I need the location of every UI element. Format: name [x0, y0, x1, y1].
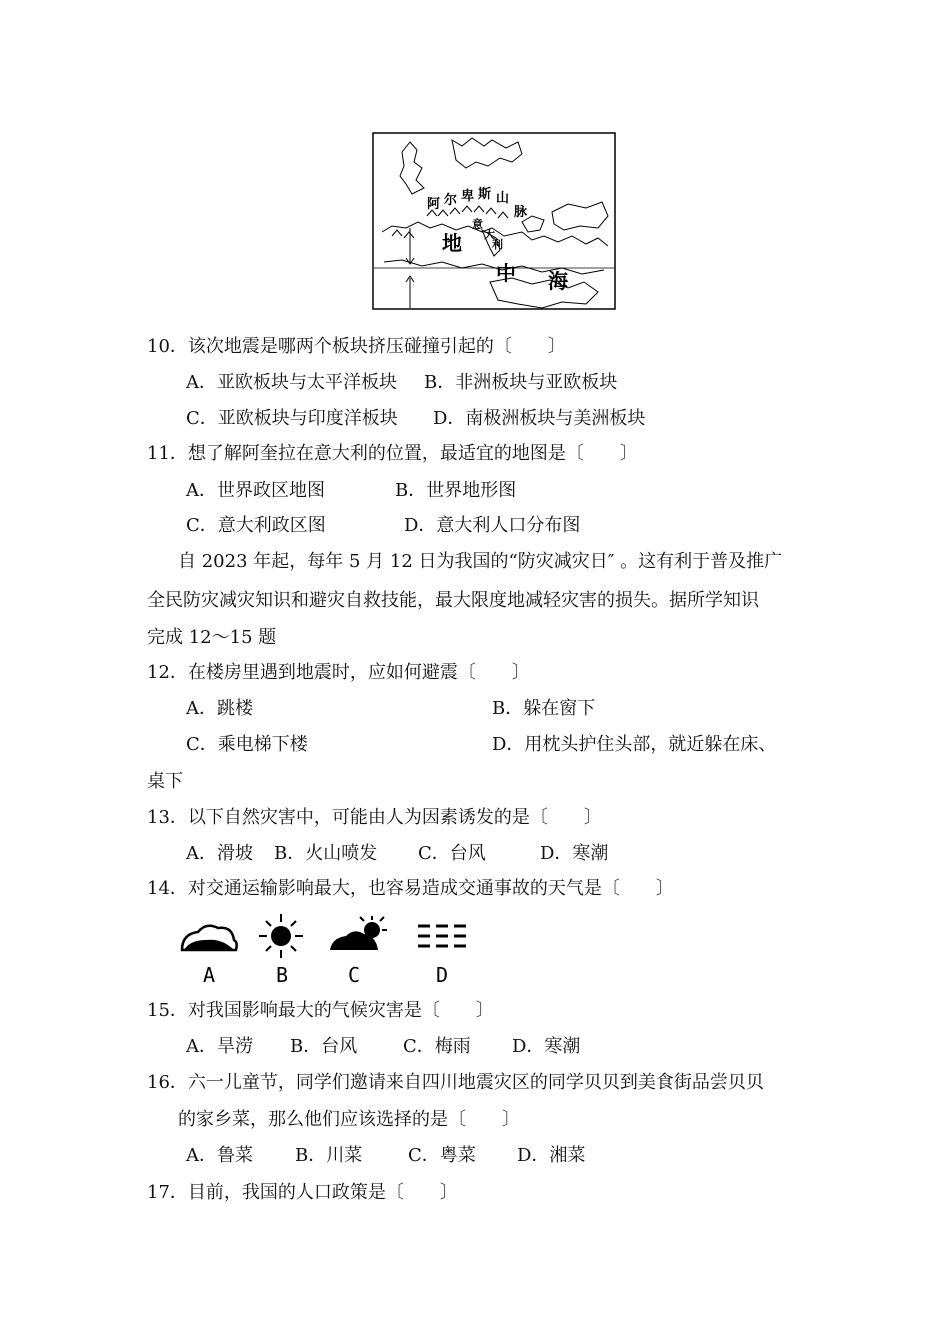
map-label-bei: 卑 [461, 189, 475, 204]
fog-icon [418, 926, 466, 946]
q16-option-b: B．川菜 [295, 1145, 363, 1166]
q15-option-a: A．旱涝 [186, 1036, 253, 1057]
sunny-icon [259, 914, 303, 958]
q11-option-a: A．世界政区地图 [186, 480, 325, 501]
q13-option-b: B．火山喷发 [274, 843, 378, 864]
q11-option-d: D．意大利人口分布图 [404, 515, 581, 536]
q15-stem: 15．对我国影响最大的气候灾害是〔 〕 [147, 1000, 494, 1021]
q13-option-a: A．滑坡 [186, 843, 253, 864]
map-label-mai: 脉 [514, 205, 528, 220]
map-label-shan: 山 [496, 191, 510, 206]
q10-option-b: B．非洲板块与亚欧板块 [424, 372, 618, 393]
weather-label-a: A [203, 963, 216, 987]
q11-option-b: B．世界地形图 [395, 480, 517, 501]
passage-line-3: 完成 12～15 题 [147, 627, 277, 648]
map-label-yi: 意 [472, 218, 483, 231]
cloudy-icon [182, 926, 237, 950]
q13-stem: 13．以下自然灾害中，可能由人为因素诱发的是〔 〕 [147, 807, 602, 828]
weather-label-c: C [348, 963, 361, 987]
map-label-a: 阿 [427, 197, 441, 212]
map-label-hai: 海 [548, 269, 568, 293]
partly-cloudy-icon [330, 916, 387, 950]
map-label-er: 尔 [444, 193, 458, 208]
map-label-li: 利 [492, 238, 503, 251]
q16-stem-line-2: 的家乡菜，那么他们应该选择的是〔 〕 [178, 1109, 520, 1130]
q12-option-d: D．用枕头护住头部，就近躲在床、 [492, 734, 777, 755]
q16-option-a: A．鲁菜 [186, 1145, 253, 1166]
q15-option-d: D．寒潮 [512, 1036, 581, 1057]
q16-stem: 16．六一儿童节，同学们邀请来自四川地震灾区的同学贝贝到美食街品尝贝贝 [147, 1072, 764, 1093]
q17-stem: 17．目前，我国的人口政策是〔 〕 [147, 1182, 458, 1203]
map-label-di: 地 [442, 231, 462, 255]
q10-option-a: A．亚欧板块与太平洋板块 [186, 372, 397, 393]
passage-line-1: 自 2023 年起，每年 5 月 12 日为我国的“防灾减灾日″ 。这有利于普及推广 [178, 551, 783, 572]
weather-symbols [176, 912, 476, 992]
weather-label-b: B [276, 963, 289, 987]
q12-stem: 12．在楼房里遇到地震时，应如何避震〔 〕 [147, 662, 530, 683]
map-label-da: 大 [484, 228, 495, 241]
weather-label-d: D [436, 963, 449, 987]
q12-option-d-wrap: 桌下 [147, 771, 183, 792]
q13-option-c: C．台风 [418, 843, 486, 864]
q16-option-c: C．粤菜 [408, 1145, 476, 1166]
q12-option-b: B．躲在窗下 [492, 698, 596, 719]
q11-stem: 11．想了解阿奎拉在意大利的位置，最适宜的地图是〔 〕 [147, 443, 638, 464]
q11-option-c: C．意大利政区图 [186, 515, 326, 536]
q10-stem: 10．该次地震是哪两个板块挤压碰撞引起的〔 〕 [147, 336, 566, 357]
q12-option-a: A．跳楼 [186, 698, 253, 719]
passage-line-2: 全民防灾减灾知识和避灾自救技能，最大限度地减轻灾害的损失。据所学知识 [147, 590, 759, 611]
q10-option-c: C．亚欧板块与印度洋板块 [186, 408, 398, 429]
q16-option-d: D．湘菜 [517, 1145, 586, 1166]
q14-stem: 14．对交通运输影响最大，也容易造成交通事故的天气是〔 〕 [147, 878, 674, 899]
europe-alps-map [372, 132, 616, 310]
q15-option-b: B．台风 [290, 1036, 358, 1057]
q10-option-d: D．南极洲板块与美洲板块 [433, 408, 646, 429]
q13-option-d: D．寒潮 [540, 843, 609, 864]
map-label-si: 斯 [478, 187, 492, 202]
map-label-zhong: 中 [496, 261, 516, 285]
q15-option-c: C．梅雨 [403, 1036, 471, 1057]
q12-option-c: C．乘电梯下楼 [186, 734, 308, 755]
